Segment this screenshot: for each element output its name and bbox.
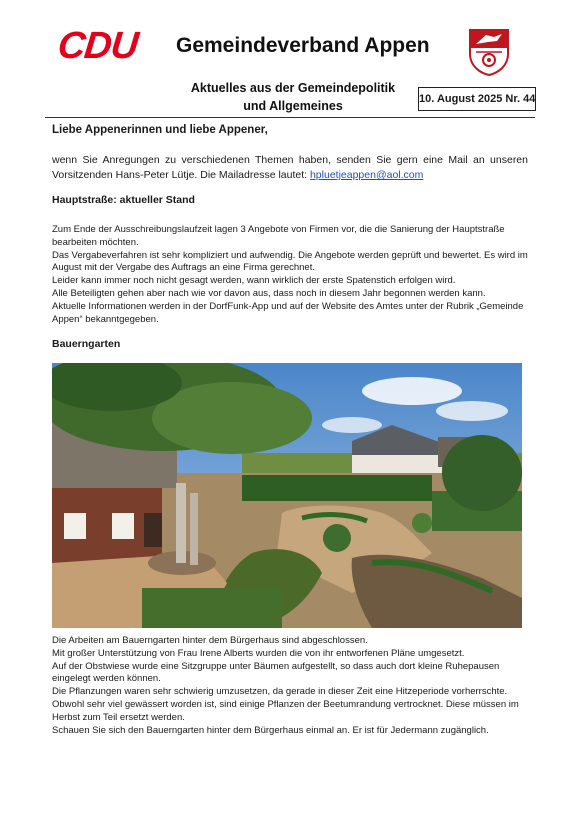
paragraph-line: Die Pflanzungen waren sehr schwierig umzusetzen, da gerade in dieser Zeit eine Hitzeperiode vorherrschte. bbox=[52, 686, 508, 698]
section-heading-hauptstrasse: Hauptstraße: aktueller Stand bbox=[52, 194, 195, 206]
paragraph-line: Zum Ende der Ausschreibungslaufzeit lagen 3 Angebote von Firmen vor, die die Sanierung der Hauptstraße bearbeiten möchten. bbox=[52, 224, 505, 248]
email-link[interactable]: hpluetjeappen@aol.com bbox=[309, 169, 424, 181]
subtitle-line-2: und Allgemeines bbox=[243, 99, 343, 113]
subtitle-line-1: Aktuelles aus der Gemeindepolitik bbox=[190, 81, 396, 95]
issue-date-box: 10. August 2025 Nr. 44 bbox=[418, 87, 536, 111]
paragraph-line: Schauen Sie sich den Bauerngarten hinter dem Bürgerhaus einmal an. Er ist für Jedermann zugänglich. bbox=[52, 724, 489, 736]
garden-photo bbox=[52, 363, 522, 628]
coat-of-arms-icon bbox=[468, 28, 510, 76]
paragraph-line: Die Arbeiten am Bauerngarten hinter dem Bürgerhaus sind abgeschlossen. bbox=[52, 635, 368, 646]
paragraph-line: Aktuelle Informationen werden in der DorfFunk-App und auf der Website des Amtes unter der Rubrik „Gemeinde Appen“ bekanntgegeben. bbox=[52, 300, 524, 325]
newsletter-subtitle bbox=[188, 79, 398, 115]
header-divider bbox=[45, 117, 535, 118]
paragraph-line: Das Vergabeverfahren ist sehr kompliziert und aufwendig. Die Angebote werden geprüft und bewertet. Es wird im August mit der Vergabe des Auftrags an eine Firma gerechnet. bbox=[52, 249, 528, 274]
paragraph-line: Alle Beteiligten gehen aber nach wie vor davon aus, dass noch in diesem Jahr begonnen werden kann. bbox=[52, 287, 486, 299]
cdu-logo: CDU bbox=[55, 25, 140, 67]
paragraph-line: Auf der Obstwiese wurde eine Sitzgruppe unter Bäumen aufgestellt, so dass auch dort kleine Ruhepausen eingelegt werden können. bbox=[52, 660, 500, 685]
section-body-hauptstrasse bbox=[52, 224, 528, 326]
section-heading-bauerngarten: Bauerngarten bbox=[52, 338, 121, 350]
paragraph-line: Leider kann immer noch nicht gesagt werden, wann wirklich der erste Spatenstich erfolgen wird. bbox=[52, 275, 456, 287]
section-body-bauerngarten bbox=[52, 635, 528, 737]
greeting: Liebe Appenerinnen und liebe Appener, bbox=[52, 124, 268, 136]
paragraph-line: Obwohl sehr viel gewässert worden ist, sind einige Pflanzen der Beetumrandung vertrocknet. Diese müssen im Herbst zum Teil ersetzt werden. bbox=[52, 698, 519, 723]
intro-paragraph bbox=[52, 153, 528, 183]
intro-text: wenn Sie Anregungen zu verschiedenen Themen haben, senden Sie gern eine Mail an unseren Vorsitzenden Hans-Peter Lütje. Die Mailadresse lautet: bbox=[52, 154, 528, 181]
paragraph-line: Mit großer Unterstützung von Frau Irene Alberts wurden die von ihr entworfenen Pläne umgesetzt. bbox=[52, 647, 465, 659]
org-title: Gemeindeverband Appen bbox=[176, 34, 430, 57]
